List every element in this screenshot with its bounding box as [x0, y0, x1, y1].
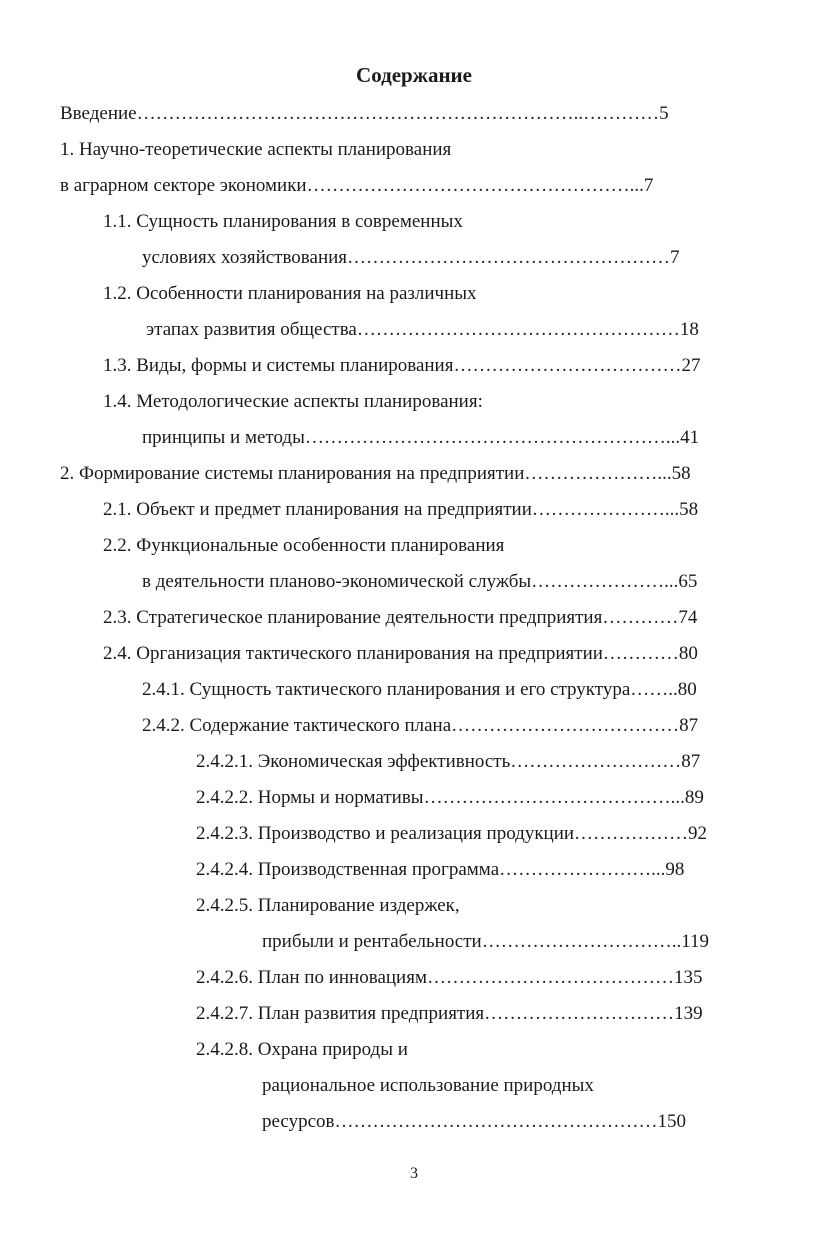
toc-entry-1-2 — [103, 280, 763, 308]
toc-entry-text: 2.4.2.1. Экономическая эффективность………………………87 — [196, 751, 701, 772]
toc-entry-1-4-cont — [142, 424, 767, 452]
toc-entry-chapter-1 — [60, 136, 760, 164]
toc-entry-text: 2.4.2.8. Охрана природы и — [196, 1039, 408, 1060]
toc-entry-text: 2.1. Объект и предмет планирования на предприятии…………………...58 — [103, 499, 699, 520]
toc-entry-text: прибыли и рентабельности…………………………..119 — [262, 931, 709, 952]
toc-entry-2-4-2-3 — [196, 820, 768, 848]
toc-entry-1-1-cont — [142, 244, 762, 272]
toc-entry-text: 2. Формирование системы планирования на предприятии…………………...58 — [60, 463, 691, 484]
toc-entry-text: условиях хозяйствования……………………………………………7 — [142, 247, 680, 268]
page-number: 3 — [410, 1165, 418, 1182]
toc-entry-2-4-2-6 — [196, 964, 768, 992]
toc-entry-chapter-1-cont — [60, 172, 765, 200]
toc-entry-2-4-2 — [142, 712, 768, 740]
toc-entry-text: 2.3. Стратегическое планирование деятельности предприятия…………74 — [103, 607, 698, 628]
toc-entry-text: 2.4.2.6. План по инновациям…………………………………135 — [196, 967, 703, 988]
toc-entry-text: в деятельности планово-экономической службы…………………...65 — [142, 571, 698, 592]
toc-entry-2-4 — [103, 640, 768, 668]
toc-entry-2-4-2-5 — [196, 892, 768, 920]
toc-entry-text: 2.4. Организация тактического планирования на предприятии…………80 — [103, 643, 698, 664]
toc-entry-text: этапах развития общества……………………………………………18 — [146, 319, 699, 340]
toc-entry-text: 1.1. Сущность планирования в современных — [103, 211, 463, 232]
toc-entry-2-3 — [103, 604, 768, 632]
toc-entry-text: 1.3. Виды, формы и системы планирования………………………………27 — [103, 355, 701, 376]
toc-entry-chapter-2 — [60, 460, 768, 488]
toc-title: Содержание — [356, 63, 472, 87]
toc-entry-text: рациональное использование природных — [262, 1075, 594, 1096]
toc-entry-text: 2.4.1. Сущность тактического планирования и его структура……..80 — [142, 679, 697, 700]
toc-entry-text: 2.4.2. Содержание тактического плана………………………………87 — [142, 715, 699, 736]
toc-entry-2-2-cont — [142, 568, 768, 596]
toc-entry-2-4-2-5-cont — [262, 928, 768, 956]
toc-entry-1-1 — [103, 208, 763, 236]
toc-entry-2-4-2-8-cont1 — [262, 1072, 768, 1100]
toc-entry-2-4-2-4 — [196, 856, 768, 884]
toc-entry-2-1 — [103, 496, 768, 524]
toc-entry-text: в аграрном секторе экономики……………………………………………...7 — [60, 175, 654, 196]
toc-entry-text: 1. Научно-теоретические аспекты планирования — [60, 139, 452, 160]
toc-entry-2-4-2-7 — [196, 1000, 768, 1028]
toc-entry-text: ресурсов……………………………………………150 — [262, 1111, 686, 1132]
toc-entry-text: 2.2. Функциональные особенности планирования — [103, 535, 505, 556]
toc-entry-1-3 — [103, 352, 768, 380]
toc-entry-1-4 — [103, 388, 763, 416]
toc-entry-text: 2.4.2.3. Производство и реализация продукции………………92 — [196, 823, 708, 844]
toc-entry-text: 2.4.2.5. Планирование издержек, — [196, 895, 460, 916]
toc-entry-2-4-2-8 — [196, 1036, 768, 1064]
toc-entry-text: Введение……………………………………………………………..…………5 — [60, 103, 669, 124]
toc-entry-2-4-1 — [142, 676, 768, 704]
toc-entry-2-4-2-2 — [196, 784, 768, 812]
toc-entry-text: принципы и методы…………………………………………………...41 — [142, 427, 700, 448]
toc-entry-text: 2.4.2.7. План развития предприятия…………………………139 — [196, 1003, 703, 1024]
toc-entry-text: 1.2. Особенности планирования на различных — [103, 283, 477, 304]
toc-entry-introduction — [60, 100, 760, 128]
toc-entry-2-2 — [103, 532, 763, 560]
toc-entry-2-4-2-1 — [196, 748, 768, 776]
toc-entry-text: 2.4.2.2. Нормы и нормативы…………………………………...89 — [196, 787, 704, 808]
toc-entry-1-2-cont — [146, 316, 763, 344]
toc-entry-text: 2.4.2.4. Производственная программа……………………...98 — [196, 859, 685, 880]
toc-entry-text: 1.4. Методологические аспекты планирования: — [103, 391, 483, 412]
toc-entry-2-4-2-8-cont2 — [262, 1108, 768, 1136]
